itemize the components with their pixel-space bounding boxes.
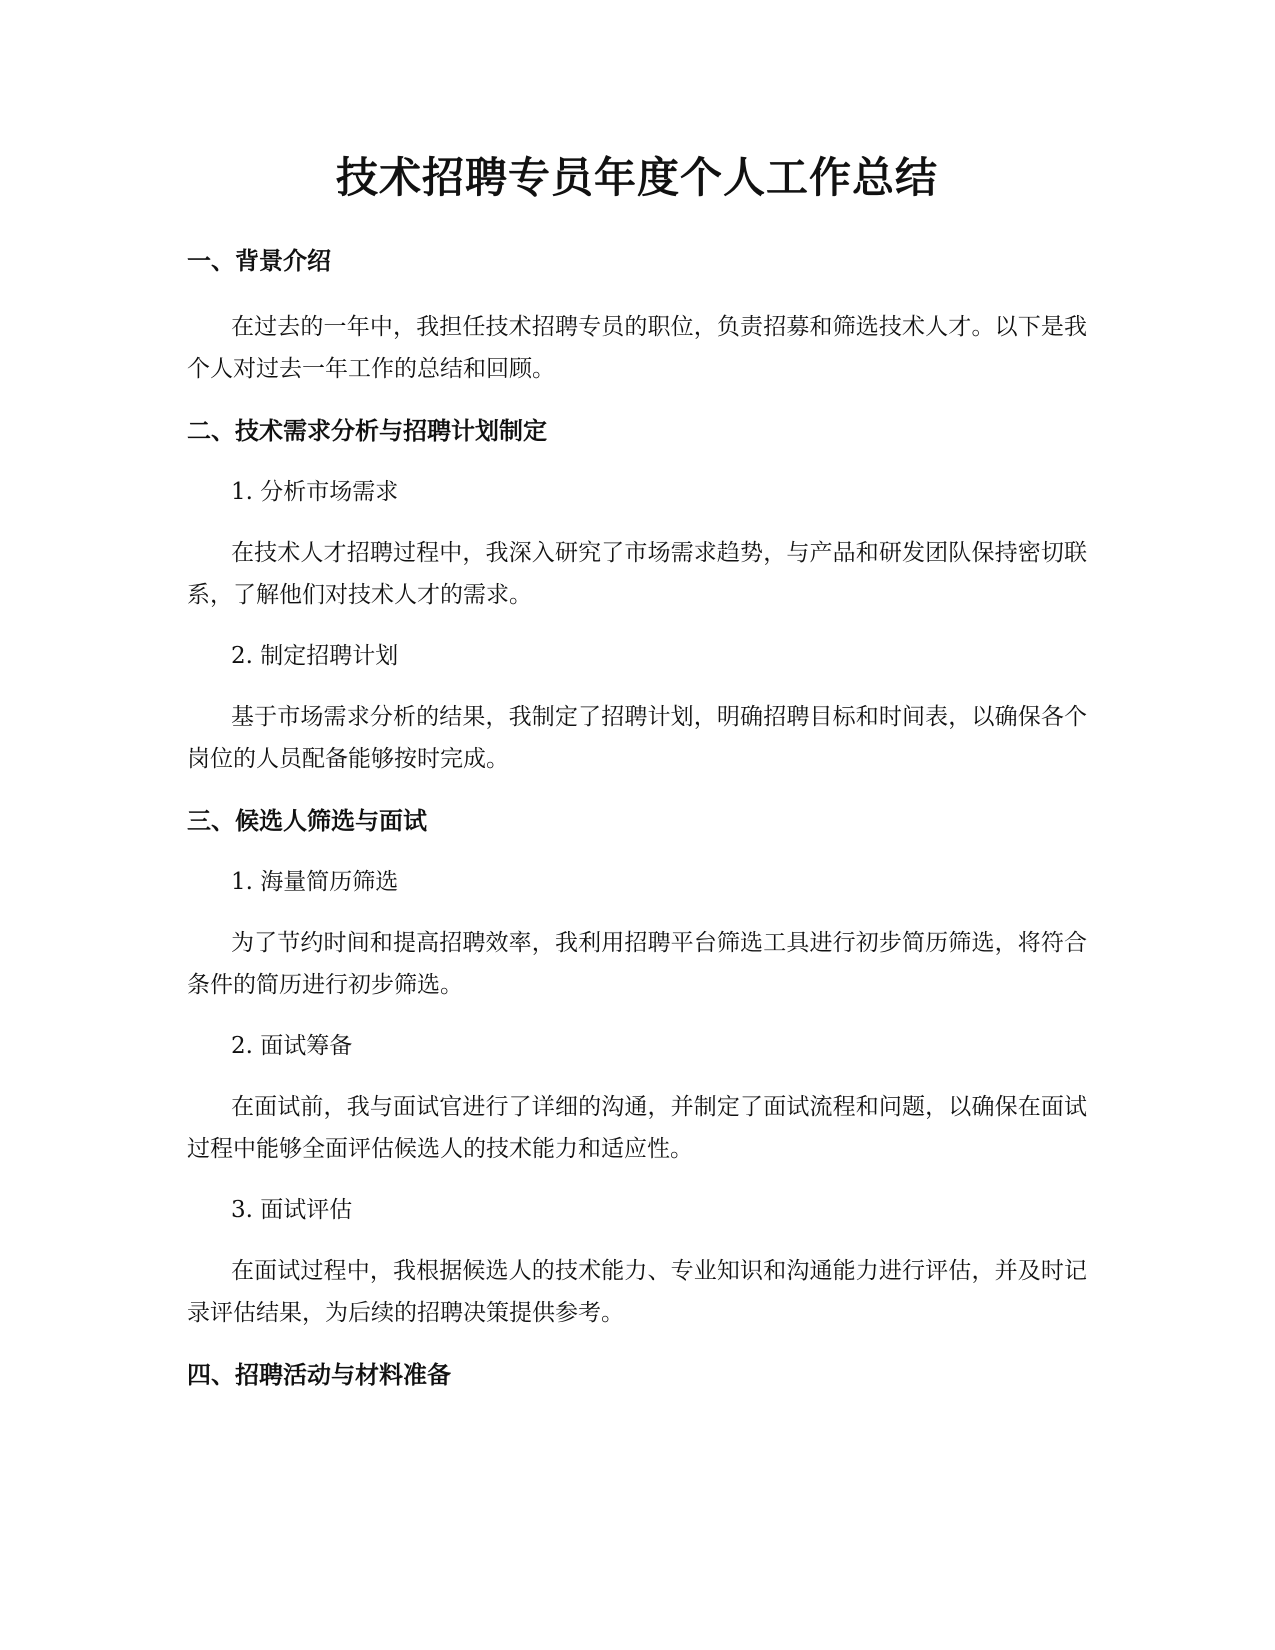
document-title: 技术招聘专员年度个人工作总结	[335, 153, 938, 202]
subheading-interview-evaluation: 3. 面试评估	[231, 1197, 353, 1223]
paragraph-interview-prep: 在面试前，我与面试官进行了详细的沟通，并制定了面试流程和问题，以确保在面试过程中能够全面评估候选人的技术能力和适应性。	[187, 1094, 1087, 1162]
section-heading-recruit-activities: 四、招聘活动与材料准备	[187, 1361, 451, 1389]
subheading-interview-prep: 2. 面试筹备	[231, 1033, 353, 1059]
paragraph-market-demand: 在技术人才招聘过程中，我深入研究了市场需求趋势，与产品和研发团队保持密切联系，了解他们对技术人才的需求。	[187, 540, 1087, 608]
section-heading-screening-interview: 三、候选人筛选与面试	[187, 807, 427, 835]
subheading-recruit-plan: 2. 制定招聘计划	[231, 643, 399, 669]
paragraph-interview-evaluation: 在面试过程中，我根据候选人的技术能力、专业知识和沟通能力进行评估，并及时记录评估结果，为后续的招聘决策提供参考。	[187, 1258, 1087, 1326]
subheading-market-demand: 1. 分析市场需求	[231, 479, 399, 505]
section-paragraph-background: 在过去的一年中，我担任技术招聘专员的职位，负责招募和筛选技术人才。以下是我个人对过去一年工作的总结和回顾。	[187, 314, 1087, 382]
document-body	[187, 148, 1087, 1392]
section-heading-background: 一、背景介绍	[187, 247, 331, 275]
section-heading-demand-analysis: 二、技术需求分析与招聘计划制定	[187, 417, 547, 445]
subheading-resume-screening: 1. 海量简历筛选	[231, 869, 399, 895]
paragraph-recruit-plan: 基于市场需求分析的结果，我制定了招聘计划，明确招聘目标和时间表，以确保各个岗位的人员配备能够按时完成。	[187, 704, 1087, 772]
paragraph-resume-screening: 为了节约时间和提高招聘效率，我利用招聘平台筛选工具进行初步简历筛选，将符合条件的简历进行初步筛选。	[187, 930, 1087, 998]
